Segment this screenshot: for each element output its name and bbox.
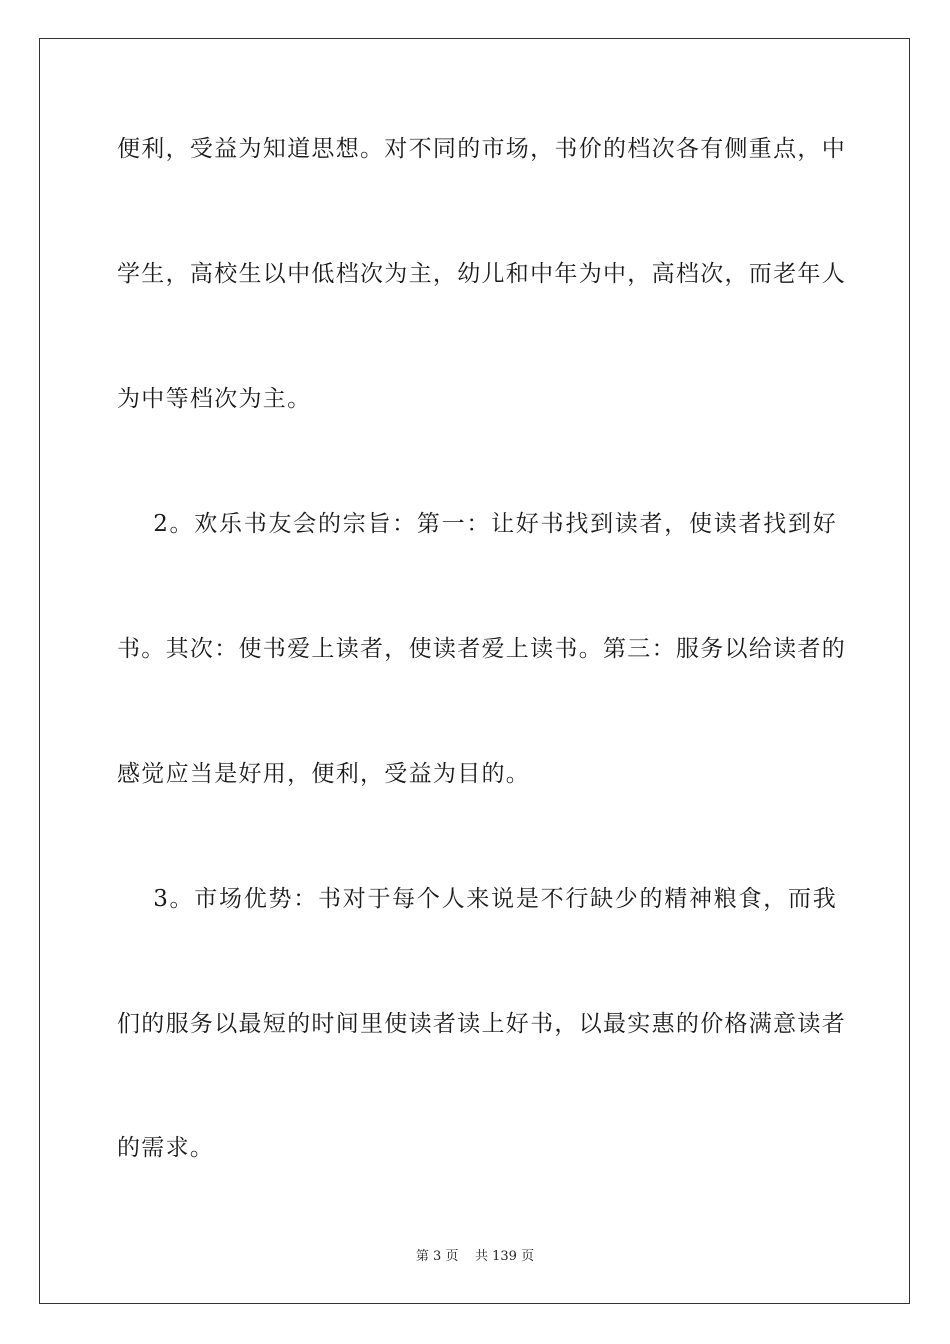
body-line-7: 3。市场优势：书对于每个人来说是不行缺少的精神粮食，而我 [117,886,837,912]
body-line-4: 2。欢乐书友会的宗旨：第一：让好书找到读者，使读者找到好 [117,511,837,537]
page-number: 第 3 页 [415,1249,459,1264]
body-line-8: 们的服务以最短的时间里使读者读上好书，以最实惠的价格满意读者 [117,1011,846,1037]
page-total: 共 139 页 [475,1249,535,1264]
body-line-9: 的需求。 [117,1135,215,1161]
page-border [39,38,910,1304]
body-line-1: 便利，受益为知道思想。对不同的市场，书价的档次各有侧重点，中 [117,136,846,162]
body-line-6: 感觉应当是好用，便利，受益为目的。 [117,761,531,787]
body-line-2: 学生，高校生以中低档次为主，幼儿和中年为中，高档次，而老年人 [117,261,846,287]
body-line-3: 为中等档次为主。 [117,386,312,412]
page-footer [0,1248,950,1266]
body-line-5: 书。其次：使书爱上读者，使读者爱上读书。第三：服务以给读者的 [117,636,846,662]
